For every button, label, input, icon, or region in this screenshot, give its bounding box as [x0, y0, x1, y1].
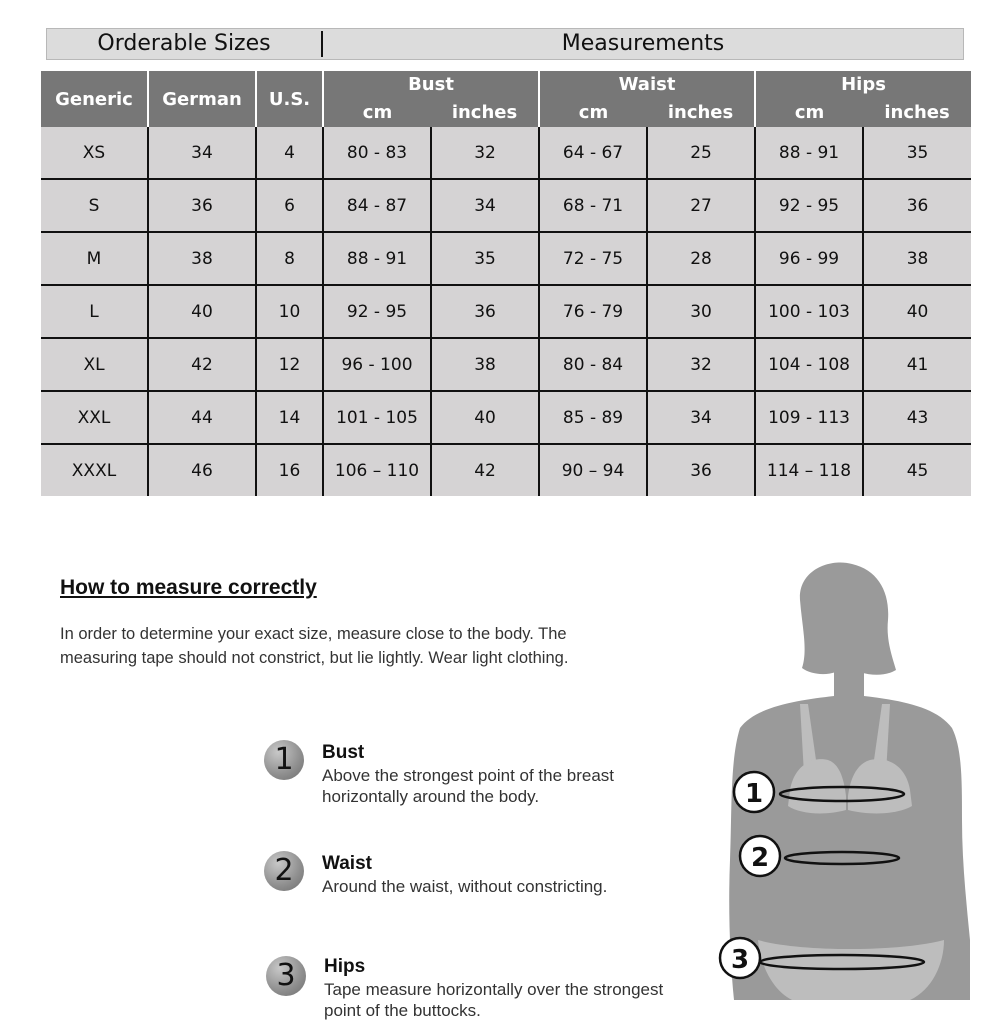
cell-hips-cm: 109 - 113 — [755, 391, 863, 444]
col-hips-cm: cm — [755, 98, 863, 127]
cell-generic: S — [41, 179, 148, 232]
svg-text:1: 1 — [744, 779, 764, 809]
cell-german: 44 — [148, 391, 256, 444]
col-german: German — [148, 71, 256, 127]
cell-bust-cm: 84 - 87 — [323, 179, 431, 232]
cell-generic: XL — [41, 338, 148, 391]
orderable-sizes-heading: Orderable Sizes — [97, 31, 271, 56]
cell-waist-cm: 68 - 71 — [539, 179, 647, 232]
cell-hips-inches: 40 — [863, 285, 971, 338]
cell-waist-cm: 72 - 75 — [539, 232, 647, 285]
marker-two-icon — [740, 836, 780, 876]
number-one-icon: 1 — [264, 740, 304, 780]
cell-generic: M — [41, 232, 148, 285]
step-description: Tape measure horizontally over the strongest point of the buttocks. — [324, 980, 664, 1020]
body-silhouette-figure — [700, 560, 1000, 1000]
howto-title: How to measure correctly — [60, 576, 317, 599]
cell-waist-cm: 90 – 94 — [539, 444, 647, 496]
cell-bust-inches: 35 — [431, 232, 539, 285]
cell-us: 12 — [256, 338, 323, 391]
table-row — [41, 444, 971, 496]
step-description: Above the strongest point of the breast horizontally around the body. — [322, 766, 615, 806]
step-title: Bust — [322, 742, 365, 763]
cell-hips-cm: 104 - 108 — [755, 338, 863, 391]
cell-bust-inches: 38 — [431, 338, 539, 391]
cell-us: 10 — [256, 285, 323, 338]
cell-generic: XXXL — [41, 444, 148, 496]
cell-bust-inches: 34 — [431, 179, 539, 232]
cell-waist-inches: 32 — [647, 338, 755, 391]
cell-generic: L — [41, 285, 148, 338]
cell-bust-cm: 96 - 100 — [323, 338, 431, 391]
marker-one-icon — [734, 772, 774, 812]
step-description: Around the waist, without constricting. — [322, 877, 608, 896]
table-row — [41, 232, 971, 285]
cell-hips-inches: 45 — [863, 444, 971, 496]
cell-bust-inches: 40 — [431, 391, 539, 444]
cell-german: 38 — [148, 232, 256, 285]
cell-bust-cm: 92 - 95 — [323, 285, 431, 338]
cell-hips-inches: 41 — [863, 338, 971, 391]
col-us: U.S. — [256, 71, 323, 127]
cell-waist-cm: 85 - 89 — [539, 391, 647, 444]
table-row — [41, 179, 971, 232]
howto-intro: In order to determine your exact size, measure close to the body. The measuring tape should not constrict, but lie lightly. Wear light clothing. — [60, 625, 569, 667]
cell-bust-inches: 32 — [431, 127, 539, 179]
cell-hips-cm: 114 – 118 — [755, 444, 863, 496]
cell-waist-cm: 80 - 84 — [539, 338, 647, 391]
cell-german: 40 — [148, 285, 256, 338]
cell-hips-cm: 96 - 99 — [755, 232, 863, 285]
col-waist-inches: inches — [647, 98, 755, 127]
cell-german: 34 — [148, 127, 256, 179]
cell-german: 42 — [148, 338, 256, 391]
col-bust: Bust — [323, 71, 539, 98]
cell-bust-cm: 106 – 110 — [323, 444, 431, 496]
cell-waist-inches: 34 — [647, 391, 755, 444]
cell-waist-inches: 28 — [647, 232, 755, 285]
cell-us: 6 — [256, 179, 323, 232]
step-title: Hips — [324, 956, 366, 977]
svg-text:2: 2 — [750, 843, 770, 873]
table-row — [41, 127, 971, 179]
cell-german: 46 — [148, 444, 256, 496]
size-table — [41, 71, 971, 496]
cell-hips-inches: 43 — [863, 391, 971, 444]
svg-text:3: 3 — [730, 945, 750, 975]
step-title: Waist — [322, 853, 372, 874]
col-hips-inches: inches — [863, 98, 971, 127]
cell-us: 14 — [256, 391, 323, 444]
col-bust-inches: inches — [431, 98, 539, 127]
number-three-icon: 3 — [266, 956, 306, 996]
cell-hips-cm: 92 - 95 — [755, 179, 863, 232]
table-row — [41, 338, 971, 391]
size-chart-header-bar — [46, 28, 964, 60]
number-two-icon: 2 — [264, 851, 304, 891]
cell-hips-inches: 38 — [863, 232, 971, 285]
measurements-heading: Measurements — [561, 31, 725, 56]
cell-waist-inches: 30 — [647, 285, 755, 338]
cell-us: 8 — [256, 232, 323, 285]
cell-waist-inches: 27 — [647, 179, 755, 232]
cell-bust-cm: 101 - 105 — [323, 391, 431, 444]
cell-waist-cm: 76 - 79 — [539, 285, 647, 338]
cell-waist-cm: 64 - 67 — [539, 127, 647, 179]
cell-waist-inches: 25 — [647, 127, 755, 179]
cell-hips-cm: 88 - 91 — [755, 127, 863, 179]
cell-waist-inches: 36 — [647, 444, 755, 496]
col-hips: Hips — [755, 71, 971, 98]
cell-bust-inches: 36 — [431, 285, 539, 338]
cell-generic: XS — [41, 127, 148, 179]
col-bust-cm: cm — [323, 98, 431, 127]
cell-hips-cm: 100 - 103 — [755, 285, 863, 338]
table-row — [41, 285, 971, 338]
cell-bust-inches: 42 — [431, 444, 539, 496]
table-row — [41, 391, 971, 444]
cell-hips-inches: 36 — [863, 179, 971, 232]
cell-german: 36 — [148, 179, 256, 232]
col-generic: Generic — [41, 71, 148, 127]
cell-bust-cm: 88 - 91 — [323, 232, 431, 285]
col-waist: Waist — [539, 71, 755, 98]
cell-hips-inches: 35 — [863, 127, 971, 179]
cell-bust-cm: 80 - 83 — [323, 127, 431, 179]
col-waist-cm: cm — [539, 98, 647, 127]
cell-us: 4 — [256, 127, 323, 179]
cell-us: 16 — [256, 444, 323, 496]
marker-three-icon — [720, 938, 760, 978]
cell-generic: XXL — [41, 391, 148, 444]
